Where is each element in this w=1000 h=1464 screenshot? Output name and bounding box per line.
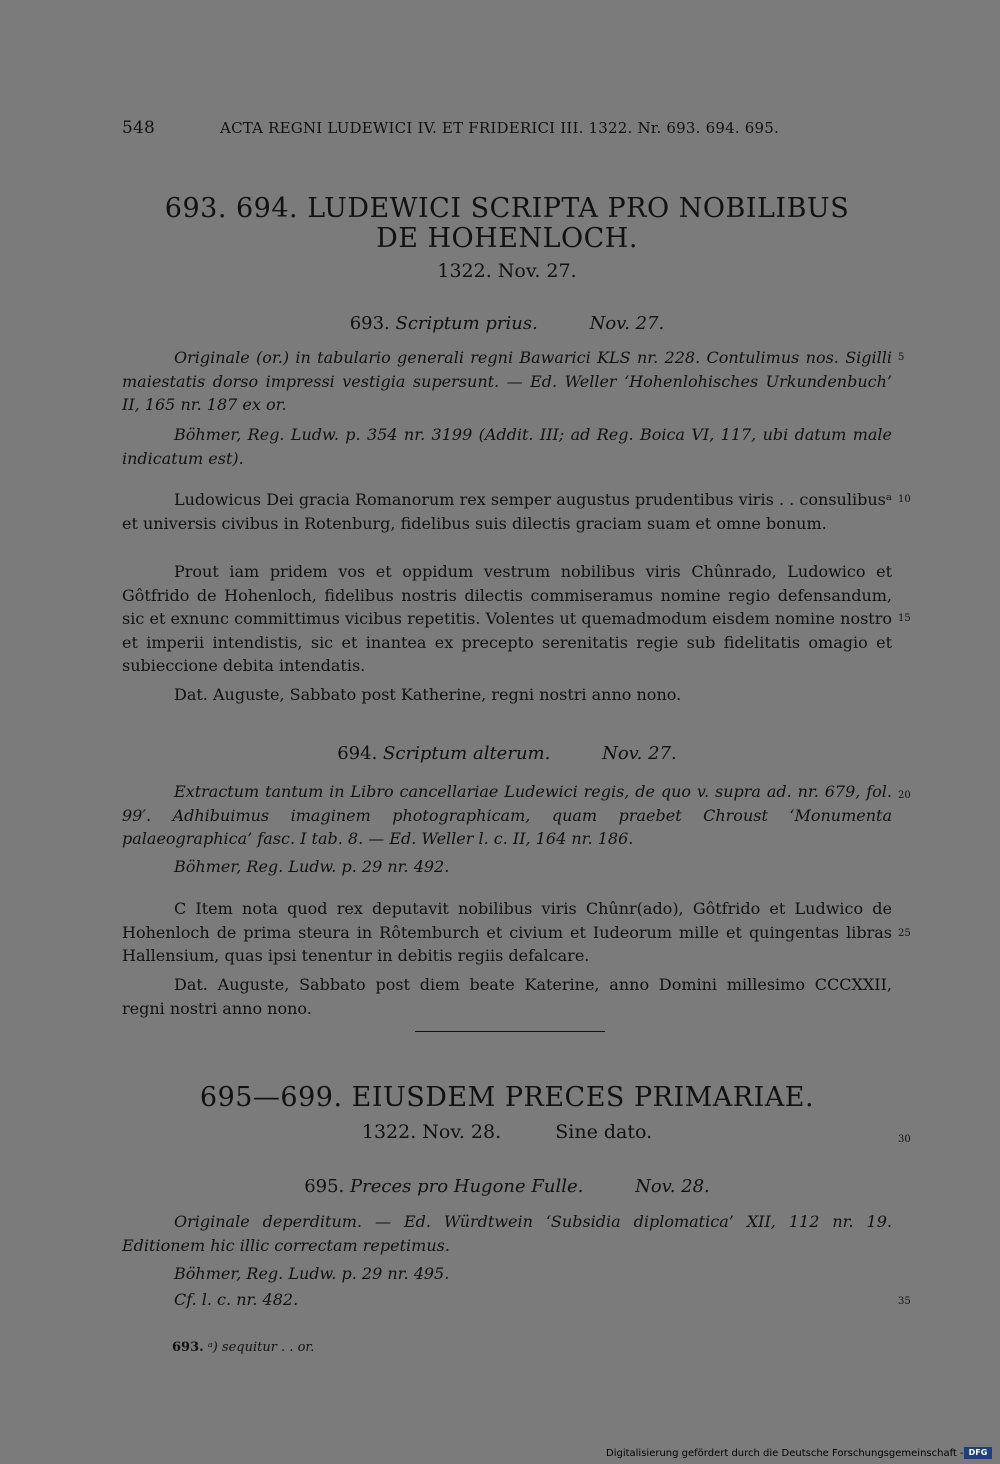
running-head-title: ACTA REGNI LUDEWICI IV. ET FRIDERICI III. 1322. Nr. 693. 694. 695. [220, 119, 779, 137]
section-date: 1322. Nov. 27. [437, 260, 577, 282]
doc-693-regest [122, 423, 892, 470]
doc-694-title [122, 743, 892, 764]
section-divider [415, 1031, 605, 1032]
doc-693-regest-text: Böhmer, Reg. Ludw. p. 354 nr. 3199 (Addit. III; ad Reg. Boica VI, 117, ubi datum male indicatum est). [122, 425, 892, 468]
line-number: 25 [898, 928, 911, 939]
doc-693-source-text: Originale (or.) in tabulario generali regni Bawarici KLS nr. 228. Contulimus nos. Sigilli maiestatis dorso impressi vestigia supersunt. — Ed. Weller ‘Hohenlohisches Urkundenbuch’ II, 165 nr. 187 ex or. [122, 348, 892, 414]
doc-695-number: 695. [304, 1176, 345, 1197]
section2-heading: 695—699. EIUSDEM PRECES PRIMARIAE. [199, 1082, 815, 1113]
dfg-logo: DFG [964, 1447, 992, 1459]
doc-694-source [122, 780, 892, 851]
doc-695-date: Nov. 28. [635, 1176, 710, 1197]
digitization-credit: Digitalisierung gefördert durch die Deutsche Forschungsgemeinschaft - [606, 1448, 964, 1459]
doc-693-paragraph-3-text: Dat. Auguste, Sabbato post Katherine, regni nostri anno nono. [174, 685, 682, 704]
doc-695-cf-text: Cf. l. c. nr. 482. [174, 1290, 299, 1309]
line-number: 15 [898, 613, 911, 624]
doc-694-name: Scriptum alterum. [383, 743, 551, 764]
doc-695-name: Preces pro Hugone Fulle. [350, 1176, 584, 1197]
line-number: 10 [898, 494, 911, 505]
section2-date [122, 1121, 892, 1143]
doc-694-paragraph-2 [122, 973, 892, 1020]
line-number: 30 [898, 1134, 911, 1145]
doc-695-regest-text: Böhmer, Reg. Ludw. p. 29 nr. 495. [174, 1264, 450, 1283]
section-heading-line1: 693. 694. LUDEWICI SCRIPTA PRO NOBILIBUS [164, 193, 850, 224]
footnote-text: ᵃ) sequitur . . or. [207, 1340, 315, 1355]
doc-693-source [122, 346, 892, 417]
doc-693-paragraph-3 [122, 683, 892, 707]
doc-695-title [122, 1176, 892, 1197]
doc-694-regest-text: Böhmer, Reg. Ludw. p. 29 nr. 492. [174, 857, 450, 876]
section-heading-line2: DE HOHENLOCH. [376, 223, 638, 254]
doc-695-source-text: Originale deperditum. — Ed. Würdtwein ‘Subsidia diplomatica’ XII, 112 nr. 19. Editionem hic illic correctam repetimus. [122, 1212, 892, 1255]
doc-694-regest [122, 855, 892, 879]
doc-693-name: Scriptum prius. [395, 313, 538, 334]
doc-693-paragraph-1-text: Ludowicus Dei gracia Romanorum rex semper augustus prudentibus viris . . consulibusᵃ et universis civibus in Rotenburg, fidelibus suis dilectis graciam suam et omne bonum. [122, 490, 892, 533]
doc-693-paragraph-2-text: Prout iam pridem vos et oppidum vestrum nobilibus viris Chûnrado, Ludowico et Gôtfrido de Hohenloch, fidelibus nostris dilectis commiseramus nomine regio defensandum, sic et exnunc committimus vicibus repetitis. Volentes ut quemadmodum eisdem nomine nostro et imperii intendistis, sic et inantea ex precepto serenitatis regie sub fidelitatis omagio et subieccione debita intendatis. [122, 562, 892, 675]
doc-693-number: 693. [349, 313, 390, 334]
section2-date-2: Sine dato. [555, 1121, 653, 1143]
line-number: 35 [898, 1296, 911, 1307]
doc-693-paragraph-2 [122, 560, 892, 678]
page-number: 548 [122, 118, 156, 138]
doc-694-paragraph-2-text: Dat. Auguste, Sabbato post diem beate Katerine, anno Domini millesimo CCCXXII, regni nostri anno nono. [122, 975, 892, 1018]
line-number: 5 [898, 352, 905, 363]
doc-694-paragraph-1 [122, 897, 892, 968]
doc-695-regest [122, 1262, 892, 1286]
doc-694-source-text: Extractum tantum in Libro cancellariae Ludewici regis, de quo v. supra ad. nr. 679, fol. 99′. Adhibuimus imaginem photographicam, quam praebet Chroust ‘Monumenta palaeographica’ fasc. I tab. 8. — Ed. Weller l. c. II, 164 nr. 186. [122, 782, 892, 848]
doc-695-cf [122, 1288, 892, 1312]
running-head [122, 118, 812, 138]
doc-694-paragraph-1-text: C Item nota quod rex deputavit nobilibus viris Chûnr(ado), Gôtfrido et Ludwico de Hohenloch de prima steura in Rôtemburch et civium et Iudeorum mille et quingentas libras Hallensium, quas ipsi tenentur in debitis regiis defalcare. [122, 899, 892, 965]
doc-693-title [122, 313, 892, 334]
doc-693-date: Nov. 27. [589, 313, 665, 334]
doc-693-paragraph-1 [122, 488, 892, 535]
footnote [172, 1340, 314, 1355]
doc-694-number: 694. [337, 743, 378, 764]
doc-694-date: Nov. 27. [602, 743, 677, 764]
line-number: 20 [898, 790, 911, 801]
footnote-number: 693. [172, 1340, 204, 1355]
section2-date-1: 1322. Nov. 28. [361, 1121, 502, 1143]
doc-695-source [122, 1210, 892, 1257]
